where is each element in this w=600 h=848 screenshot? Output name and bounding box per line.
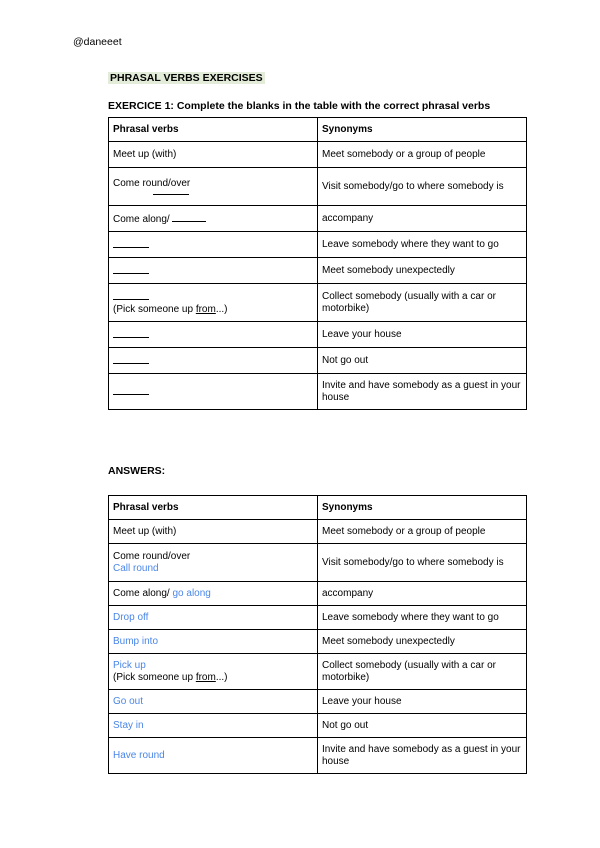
synonym-cell: Not go out (318, 714, 527, 738)
synonym-cell: Leave your house (318, 322, 527, 348)
synonym-cell: Meet somebody unexpectedly (318, 630, 527, 654)
table-row (109, 582, 527, 606)
table-row (109, 690, 527, 714)
synonym-cell: Collect somebody (usually with a car or motorbike) (318, 654, 527, 690)
answer-text: Go out (109, 690, 318, 714)
answer-blank (172, 212, 206, 222)
synonym-cell: Meet somebody or a group of people (318, 520, 527, 544)
header-phrasal-verbs: Phrasal verbs (109, 496, 318, 520)
verb-cell (109, 284, 318, 322)
verb-cell (109, 374, 318, 410)
synonym-cell: Meet somebody unexpectedly (318, 258, 527, 284)
table-row (109, 284, 527, 322)
verb-cell (109, 348, 318, 374)
page-title: PHRASAL VERBS EXERCISES (110, 72, 263, 84)
synonym-cell: Collect somebody (usually with a car or motorbike) (318, 284, 527, 322)
verb-text: Come along/ (113, 213, 173, 225)
table-row (109, 374, 527, 410)
verb-cell (109, 168, 318, 206)
exercise-instructions: EXERCICE 1: Complete the blanks in the table with the correct phrasal verbs (108, 100, 491, 112)
answer-text: Bump into (109, 630, 318, 654)
table-row (109, 232, 527, 258)
synonym-cell: Leave somebody where they want to go (318, 232, 527, 258)
table-row (109, 322, 527, 348)
synonym-cell: accompany (318, 206, 527, 232)
verb-cell (109, 322, 318, 348)
synonym-cell: Leave somebody where they want to go (318, 606, 527, 630)
answer-text: Drop off (109, 606, 318, 630)
answers-heading: ANSWERS: (108, 465, 166, 477)
author-handle: @daneeet (73, 36, 122, 48)
synonym-cell: Invite and have somebody as a guest in your house (318, 738, 527, 774)
verb-cell (109, 544, 318, 582)
table-row (109, 714, 527, 738)
synonym-cell: Meet somebody or a group of people (318, 142, 527, 168)
table-row (109, 630, 527, 654)
answers-table (108, 495, 527, 774)
synonym-cell: Leave your house (318, 690, 527, 714)
verb-cell (109, 232, 318, 258)
answer-text: Pick up (113, 659, 146, 671)
answer-blank (113, 328, 149, 338)
synonym-cell: Visit somebody/go to where somebody is (318, 168, 527, 206)
verb-cell (109, 206, 318, 232)
verb-text: Come along/ (113, 587, 173, 599)
table-row (109, 544, 527, 582)
answer-blank (113, 354, 149, 364)
synonym-cell: Visit somebody/go to where somebody is (318, 544, 527, 582)
answer-blank (113, 385, 149, 395)
header-synonyms: Synonyms (318, 496, 527, 520)
table-header-row (109, 496, 527, 520)
synonym-cell: accompany (318, 582, 527, 606)
pickup-note: (Pick someone up from...) (113, 671, 228, 683)
table-row (109, 168, 527, 206)
table-header-row (109, 118, 527, 142)
answer-blank (153, 194, 189, 195)
header-phrasal-verbs: Phrasal verbs (109, 118, 318, 142)
verb-cell (109, 654, 318, 690)
synonym-cell: Not go out (318, 348, 527, 374)
exercise-table (108, 117, 527, 410)
synonym-cell: Invite and have somebody as a guest in your house (318, 374, 527, 410)
table-row (109, 142, 527, 168)
table-row (109, 520, 527, 544)
answer-text: go along (172, 587, 211, 599)
answer-blank (113, 264, 149, 274)
verb-text: Come round/over (113, 550, 191, 562)
verb-cell: Meet up (with) (109, 142, 318, 168)
verb-cell (109, 258, 318, 284)
table-row (109, 206, 527, 232)
table-row (109, 258, 527, 284)
verb-text: Come round/over (113, 178, 191, 189)
pickup-note: (Pick someone up from...) (113, 303, 228, 315)
answer-text: Stay in (109, 714, 318, 738)
table-row (109, 738, 527, 774)
verb-cell: Meet up (with) (109, 520, 318, 544)
verb-cell (109, 582, 318, 606)
answer-text: Have round (109, 738, 318, 774)
header-synonyms: Synonyms (318, 118, 527, 142)
answer-blank (113, 238, 149, 248)
answer-blank (113, 290, 149, 300)
answer-text: Call round (113, 562, 159, 574)
table-row (109, 606, 527, 630)
table-row (109, 654, 527, 690)
table-row (109, 348, 527, 374)
